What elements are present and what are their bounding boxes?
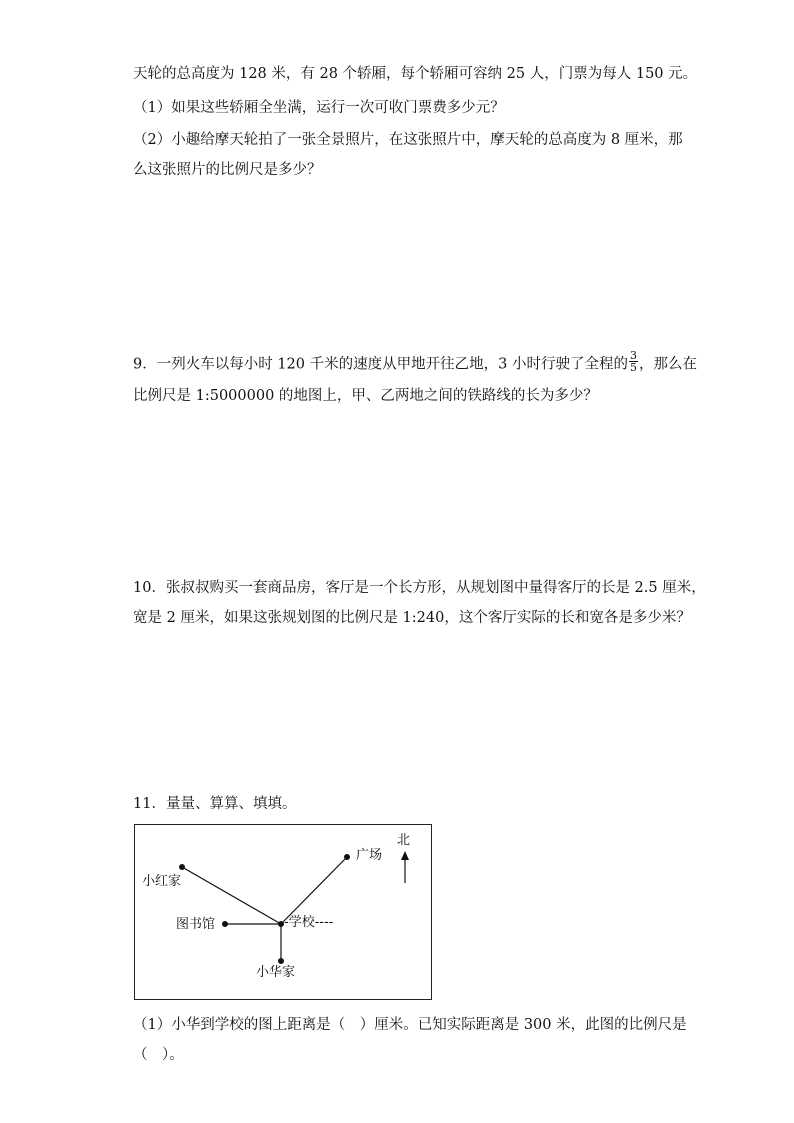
q10-line2: 宽是 2 厘米，如果这张规划图的比例尺是 1:240，这个客厅实际的长和宽各是多少米？ [133,610,691,626]
q9-line1-text-a: 9．一列火车以每小时 120 千米的速度从甲地开往乙地，3 小时行驶了全程的 [133,356,628,373]
q11-sub1-line1: （1）小华到学校的图上距离是（ ）厘米。已知实际距离是 300 米，此图的比例尺是 [133,1017,687,1033]
dot-guangchang [344,854,350,860]
q11-title: 11．量量、算算、填填。 [133,796,297,812]
label-north: 北 [397,833,411,848]
q8-sub2-line2: 么这张照片的比例尺是多少？ [133,162,322,178]
label-guangchang: 广场 [356,848,383,863]
label-library: 图书馆 [176,917,216,932]
label-xiaohong: 小红家 [142,874,182,889]
north-arrow-icon [401,851,409,860]
label-xiaohua: 小华家 [256,965,296,980]
map-diagram [134,824,432,1000]
q9-line2: 比例尺是 1:5000000 的地图上，甲、乙两地之间的铁路线的长为多少？ [133,388,598,404]
label-school: -学校---- [284,915,334,930]
line-school-guangchang [281,857,347,924]
q9-line1-text-b: ，那么在 [638,356,697,373]
dot-xiaohua [278,958,284,964]
q8-sub1: （1）如果这些轿厢全坐满，运行一次可收门票费多少元？ [133,100,505,116]
dot-library [222,921,228,927]
q8-sub2-line1: （2）小趣给摩天轮拍了一张全景照片，在这张照片中，摩天轮的总高度为 8 厘米，那 [133,132,683,148]
q9-line1 [133,349,697,376]
line-school-xiaohong [182,867,281,924]
q10-line1: 10．张叔叔购买一套商品房，客厅是一个长方形，从规划图中量得客厅的长是 2.5 厘米， [133,580,706,596]
q9-fraction [629,350,638,373]
q9-fraction-denominator: 5 [629,361,637,374]
q8-line1: 天轮的总高度为 128 米，有 28 个轿厢，每个轿厢可容纳 25 人，门票为每人 150 元。 [133,66,698,82]
dot-xiaohong [179,864,185,870]
q11-sub1-line2: （ ）。 [133,1047,184,1063]
q9-fraction-numerator: 3 [629,349,637,362]
